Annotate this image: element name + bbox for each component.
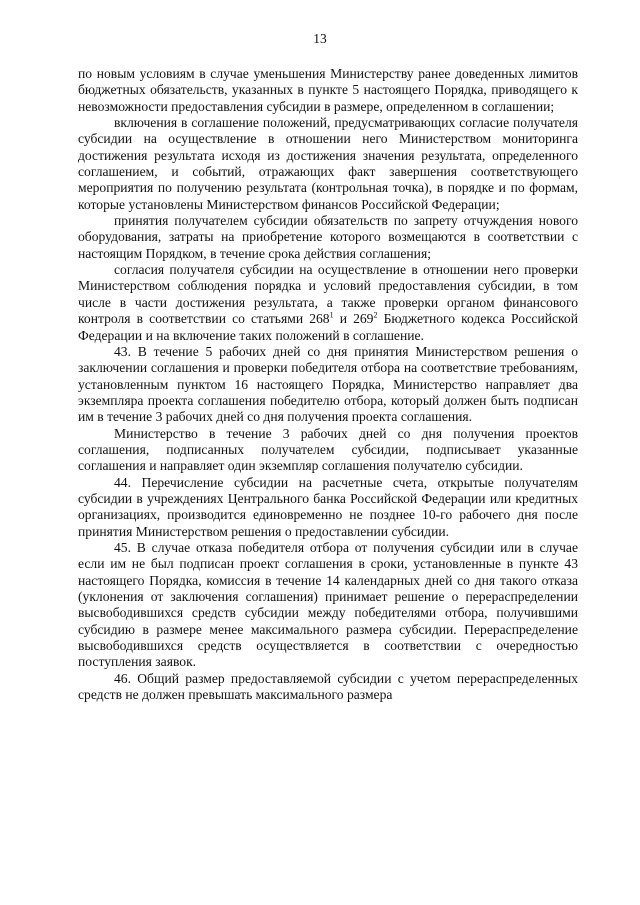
paragraph-clause-46: 46. Общий размер предоставляемой субсидии с учетом перераспределенных средств не должен превышать максимального размера: [78, 670, 578, 703]
paragraph-clause-43: 43. В течение 5 рабочих дней со дня принятия Министерством решения о заключении соглашения и проверки победителя отбора на соответствие требованиям, установленным пунктом 16 настоящего Порядка, Министерство направляет два экземпляра проекта соглашения победителю отбора, который должен быть подписан им в течение 3 рабочих дней со дня получения проекта соглашения.: [78, 343, 578, 425]
superscript-index: 2: [373, 310, 378, 320]
paragraph-continuation: по новым условиям в случае уменьшения Министерству ранее доведенных лимитов бюджетных обязательств, указанных в пункте 5 настоящего Порядка, приводящего к невозможности предоставления субсидии в размере, определенном в соглашении;: [78, 66, 578, 114]
superscript-index: 1: [329, 310, 334, 320]
paragraph-text-part: и 269: [333, 311, 374, 327]
paragraph-text-part: Бюджетного кодекса Российской Федерации и на включение таких положений в соглашение.: [78, 311, 579, 343]
paragraph-monitoring-consent: включения в соглашение положений, предусматривающих согласие получателя субсидии на осуществление в отношении него Министерством мониторинга достижения результата исходя из достижения значения результата, определенного соглашением, и событий, отражающих факт завершения соответствующего мероприятия по получению результата (контрольная точка), в порядке и по формам, которые установлены Министерством финансов Российской Федерации;: [78, 115, 578, 212]
paragraph-equipment-alienation: принятия получателем субсидии обязательств по запрету отчуждения нового оборудования, затраты на приобретение которого возмещаются в соответствии с настоящим Порядком, в течение срока действия соглашения;: [78, 213, 578, 261]
paragraph-ministry-signing: Министерство в течение 3 рабочих дней со дня получения проектов соглашения, подписанных получателем субсидии, подписывает указанные соглашения и направляет один экземпляр соглашения получателю субсидии.: [78, 425, 578, 474]
paragraph-text-part: согласия получателя субсидии на осуществление в отношении него проверки Министерством соблюдения порядка и условий предоставления субсидии, в том числе в части достижения результата, а также проверки органом финансового контроля в соответствии со статьями 268: [78, 262, 578, 327]
paragraph-clause-44: 44. Перечисление субсидии на расчетные счета, открытые получателям субсидии в учреждениях Центрального банка Российской Федерации или кредитных организациях, производится единовременно не позднее 10-го рабочего дня после принятия Министерством решения о предоставлении субсидии.: [78, 474, 578, 539]
page-number: 13: [313, 31, 327, 46]
document-body: [78, 66, 578, 703]
paragraph-clause-45: 45. В случае отказа победителя отбора от получения субсидии или в случае если им не был подписан проект соглашения в сроки, установленные в пункте 43 настоящего Порядка, комиссия в течение 14 календарных дней со дня такого отказа (уклонения от заключения соглашения) принимает решение о перераспределении высвободившихся средств субсидии между победителями отбора, получившими субсидию в размере менее максимального размера субсидии. Перераспределение высвободившихся средств осуществляется в соответствии с очередностью поступления заявок.: [78, 539, 578, 670]
paragraph-inspection-consent: [78, 262, 578, 344]
